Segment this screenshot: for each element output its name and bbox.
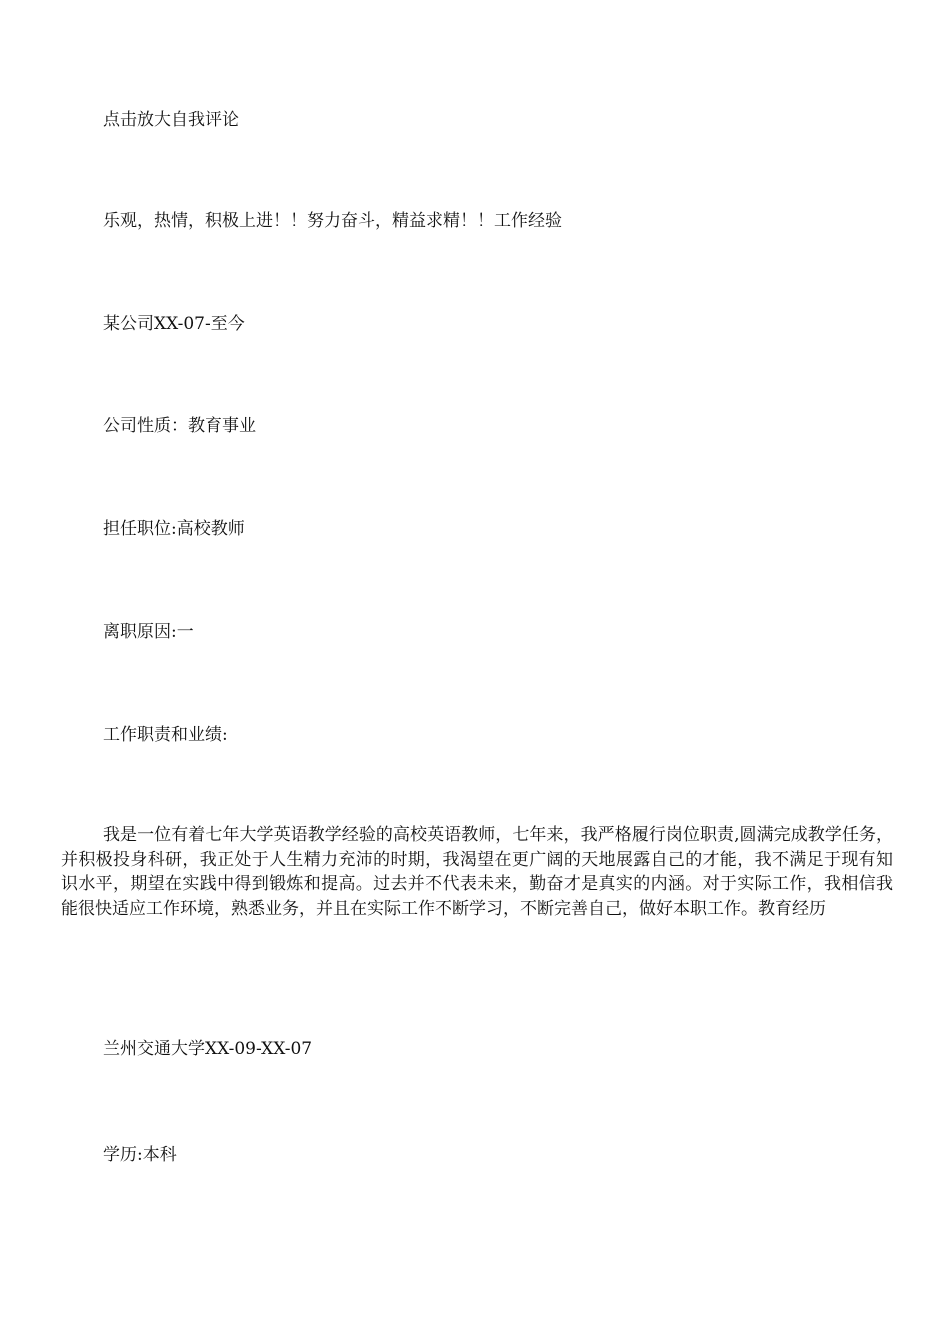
job-position: 担任职位:高校教师: [103, 519, 245, 539]
company-nature: 公司性质：教育事业: [103, 416, 256, 436]
leaving-reason: 离职原因:一: [103, 622, 194, 642]
education-school: 兰州交通大学XX-09-XX-07: [103, 1039, 313, 1059]
company-period: 某公司XX-07-至今: [103, 314, 245, 334]
duties-paragraph: 我是一位有着七年大学英语教学经验的高校英语教师，七年来，我严格履行岗位职责,圆满完成教学任务，并积极投身科研，我正处于人生精力充沛的时期，我渴望在更广阔的天地展露自己的才能，我不满足于现有知识水平，期望在实践中得到锻炼和提高。过去并不代表未来，勤奋才是真实的内涵。对于实际工作，我相信我能很快适应工作环境，熟悉业务，并且在实际工作不断学习，不断完善自己，做好本职工作。教育经历: [61, 825, 893, 919]
self-evaluation-heading: 点击放大自我评论: [103, 110, 239, 130]
education-degree: 学历:本科: [103, 1145, 177, 1165]
duties-heading: 工作职责和业绩:: [103, 725, 228, 745]
self-evaluation-text: 乐观，热情，积极上进！！努力奋斗，精益求精！！工作经验: [103, 211, 562, 231]
